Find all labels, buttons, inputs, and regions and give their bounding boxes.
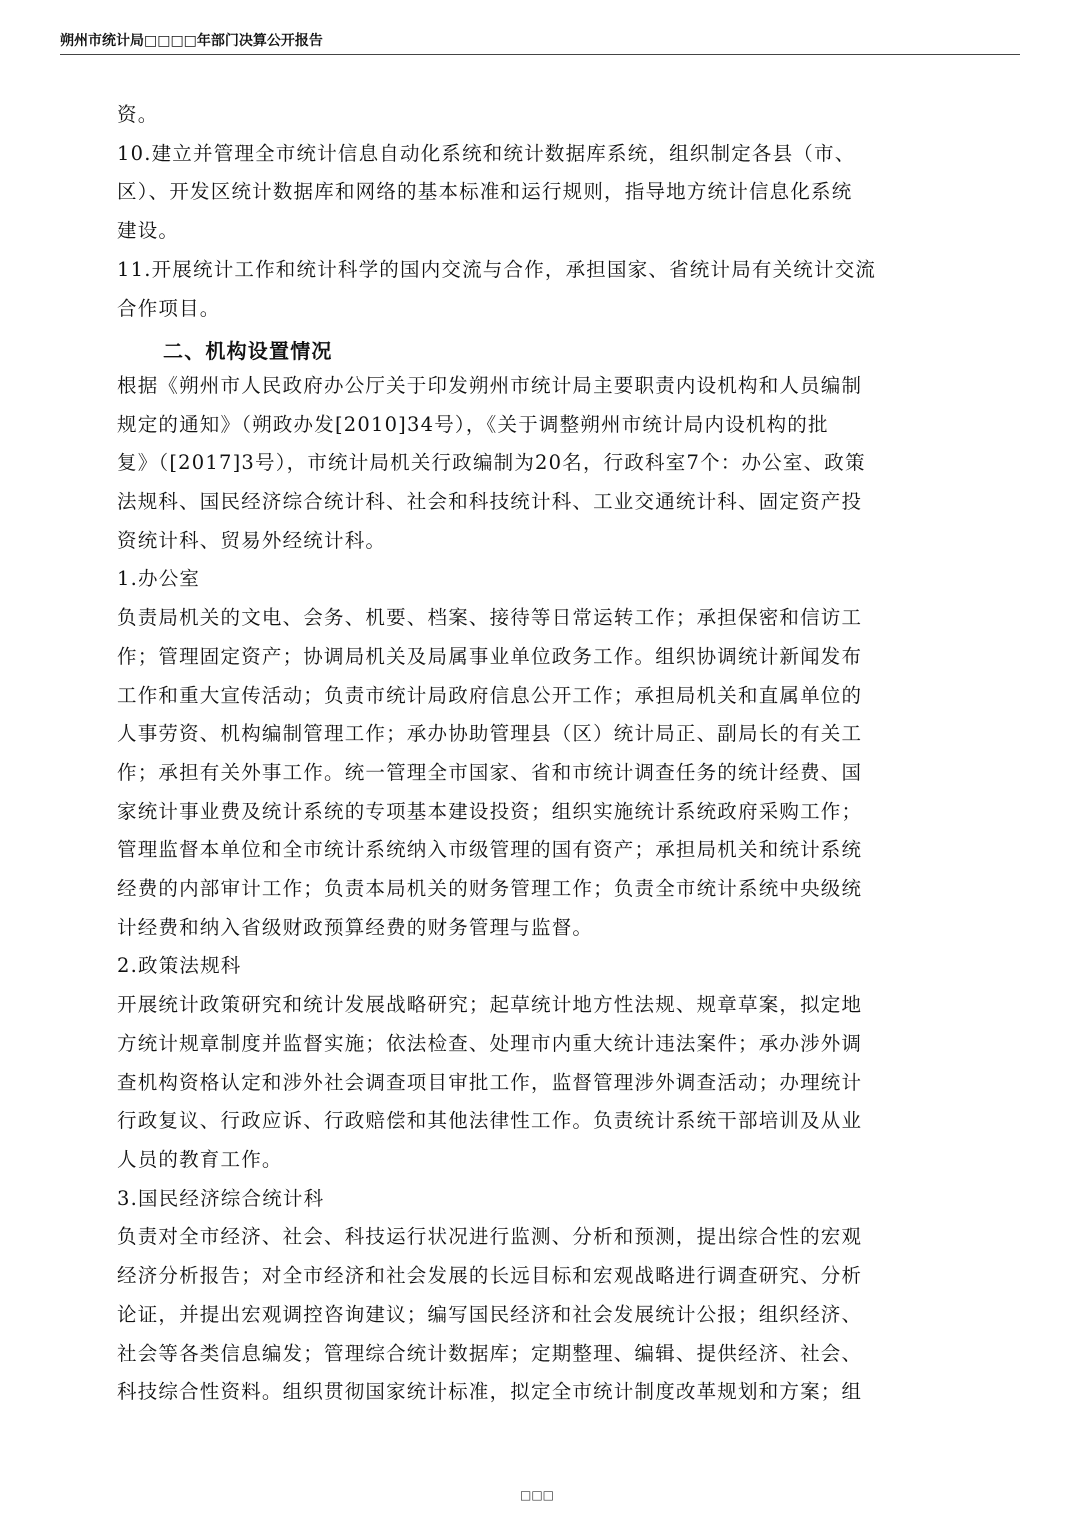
text-line: 10.建立并管理全市统计信息自动化系统和统计数据库系统，组织制定各县（市、 xyxy=(117,141,856,165)
text-line: 经费的内部审计工作；负责本局机关的财务管理工作；负责全市统计系统中央级统 xyxy=(117,877,863,901)
text-line: 资统计科、贸易外经统计科。 xyxy=(117,528,387,552)
text-line: 合作项目。 xyxy=(117,296,221,320)
text-line: 社会等各类信息编发；管理综合统计数据库；定期整理、编辑、提供经济、社会、 xyxy=(117,1341,863,1365)
text-line: 管理监督本单位和全市统计系统纳入市级管理的国有资产；承担局机关和统计系统 xyxy=(117,838,863,862)
text-line: 论证，并提出宏观调控咨询建议；编写国民经济和社会发展统计公报；组织经济、 xyxy=(117,1302,863,1326)
text-line: 负责对全市经济、社会、科技运行状况进行监测、分析和预测，提出综合性的宏观 xyxy=(117,1225,863,1249)
text-line: 法规科、国民经济综合统计科、社会和科技统计科、工业交通统计科、固定资产投 xyxy=(117,490,863,514)
subsection-title: 3.国民经济综合统计科 xyxy=(117,1186,325,1210)
text-line: 区）、开发区统计数据库和网络的基本标准和运行规则，指导地方统计信息化系统 xyxy=(117,180,853,204)
text-line: 经济分析报告；对全市经济和社会发展的长远目标和宏观战略进行调查研究、分析 xyxy=(117,1264,863,1288)
text-line: 规定的通知》（朔政办发[2010]34号），《关于调整朔州市统计局内设机构的批 xyxy=(117,412,829,436)
page-number: □□□ xyxy=(519,1488,554,1502)
text-line: 计经费和纳入省级财政预算经费的财务管理与监督。 xyxy=(117,915,594,939)
document-body xyxy=(117,96,949,1412)
text-line: 方统计规章制度并监督实施；依法检查、处理市内重大统计违法案件；承办涉外调 xyxy=(117,1031,863,1055)
text-line: 工作和重大宣传活动；负责市统计局政府信息公开工作；承担局机关和直属单位的 xyxy=(117,683,863,707)
text-line: 负责局机关的文电、会务、机要、档案、接待等日常运转工作；承担保密和信访工 xyxy=(117,606,863,630)
text-line: 建设。 xyxy=(117,219,180,243)
text-line: 作；承担有关外事工作。统一管理全市国家、省和市统计调查任务的统计经费、国 xyxy=(117,760,863,784)
text-line: 人员的教育工作。 xyxy=(117,1147,283,1171)
text-line: 根据《朔州市人民政府办公厅关于印发朔州市统计局主要职责内设机构和人员编制 xyxy=(117,373,863,397)
text-line: 行政复议、行政应诉、行政赔偿和其他法律性工作。负责统计系统干部培训及从业 xyxy=(117,1109,863,1133)
text-line: 作；管理固定资产；协调局机关及局属事业单位政务工作。组织协调统计新闻发布 xyxy=(117,644,863,668)
text-line: 查机构资格认定和涉外社会调查项目审批工作，监督管理涉外调查活动；办理统计 xyxy=(117,1070,863,1094)
text-line: 人事劳资、机构编制管理工作；承办协助管理县（区）统计局正、副局长的有关工 xyxy=(117,722,863,746)
subsection-title: 1.办公室 xyxy=(117,567,201,591)
text-line: 复》（[2017]3号），市统计局机关行政编制为20名，行政科室7个：办公室、政策 xyxy=(117,451,866,475)
text-line: 家统计事业费及统计系统的专项基本建设投资；组织实施统计系统政府采购工作； xyxy=(117,799,863,823)
page-header-title: 朔州市统计局□□□□年部门决算公开报告 xyxy=(60,33,323,49)
header-divider xyxy=(60,54,1020,55)
section-heading: 二、机构设置情况 xyxy=(163,339,333,364)
text-line: 开展统计政策研究和统计发展战略研究；起草统计地方性法规、规章草案，拟定地 xyxy=(117,993,863,1017)
text-line: 11.开展统计工作和统计科学的国内交流与合作，承担国家、省统计局有关统计交流 xyxy=(117,257,877,281)
text-line: 科技综合性资料。组织贯彻国家统计标准，拟定全市统计制度改革规划和方案；组 xyxy=(117,1380,863,1404)
text-line: 资。 xyxy=(117,103,159,126)
subsection-title: 2.政策法规科 xyxy=(117,954,242,978)
